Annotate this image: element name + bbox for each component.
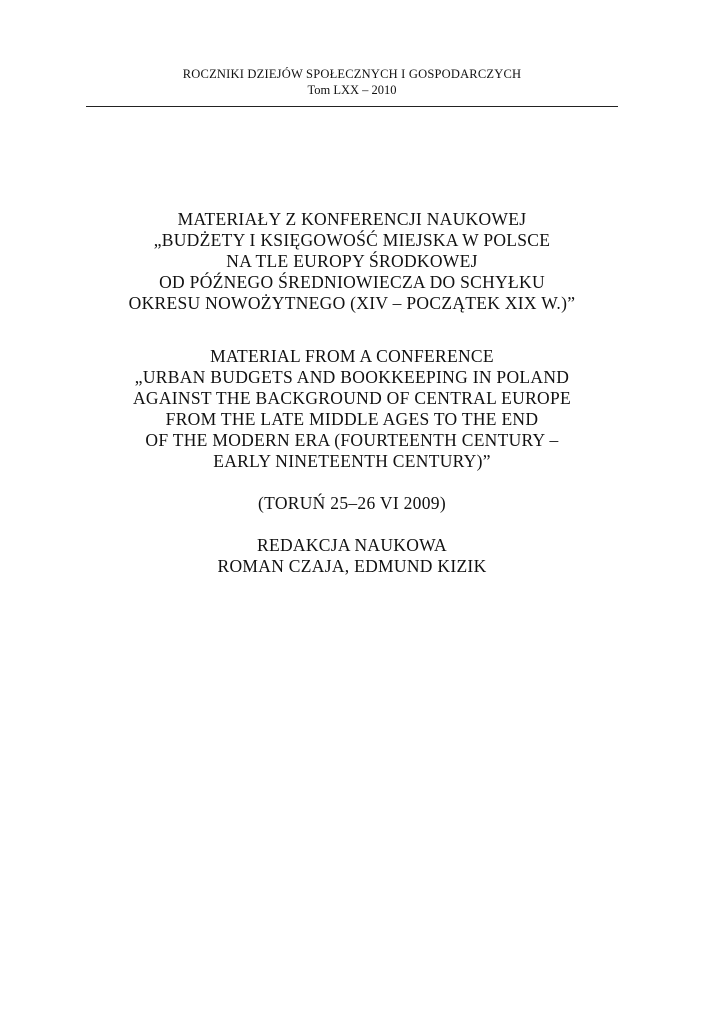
title-pl-line: MATERIAŁY Z KONFERENCJI NAUKOWEJ: [177, 209, 527, 229]
title-en-line: „URBAN BUDGETS AND BOOKKEEPING IN POLAND: [134, 367, 570, 387]
title-pl-line: OKRESU NOWOŻYTNEGO (XIV – POCZĄTEK XIX W.)”: [128, 293, 576, 313]
place-date: [60, 493, 644, 514]
editors-names: ROMAN CZAJA, EDMUND KIZIK: [217, 556, 487, 576]
title-en-line: FROM THE LATE MIDDLE AGES TO THE END: [165, 409, 539, 429]
editors-block: [60, 535, 644, 577]
journal-title: ROCZNIKI DZIEJÓW SPOŁECZNYCH I GOSPODARCZYCH: [182, 67, 522, 81]
header-rule: [86, 106, 618, 107]
title-pl-line: OD PÓŹNEGO ŚREDNIOWIECZA DO SCHYŁKU: [159, 272, 545, 292]
title-en-line: AGAINST THE BACKGROUND OF CENTRAL EUROPE: [132, 388, 571, 408]
running-head: [86, 66, 618, 98]
volume-info: Tom LXX – 2010: [307, 83, 397, 97]
place-date-text: (TORUŃ 25–26 VI 2009): [258, 493, 446, 513]
conference-title-polish: [60, 209, 644, 314]
title-en-line: EARLY NINETEENTH CENTURY)”: [213, 451, 491, 471]
title-pl-line: „BUDŻETY I KSIĘGOWOŚĆ MIEJSKA W POLSCE: [153, 230, 551, 250]
conference-title-english: [60, 346, 644, 472]
title-en-line: MATERIAL FROM A CONFERENCE: [210, 346, 494, 366]
title-pl-line: NA TLE EUROPY ŚRODKOWEJ: [226, 251, 478, 271]
editors-label: REDAKCJA NAUKOWA: [256, 535, 447, 555]
title-en-line: OF THE MODERN ERA (FOURTEENTH CENTURY –: [145, 430, 559, 450]
